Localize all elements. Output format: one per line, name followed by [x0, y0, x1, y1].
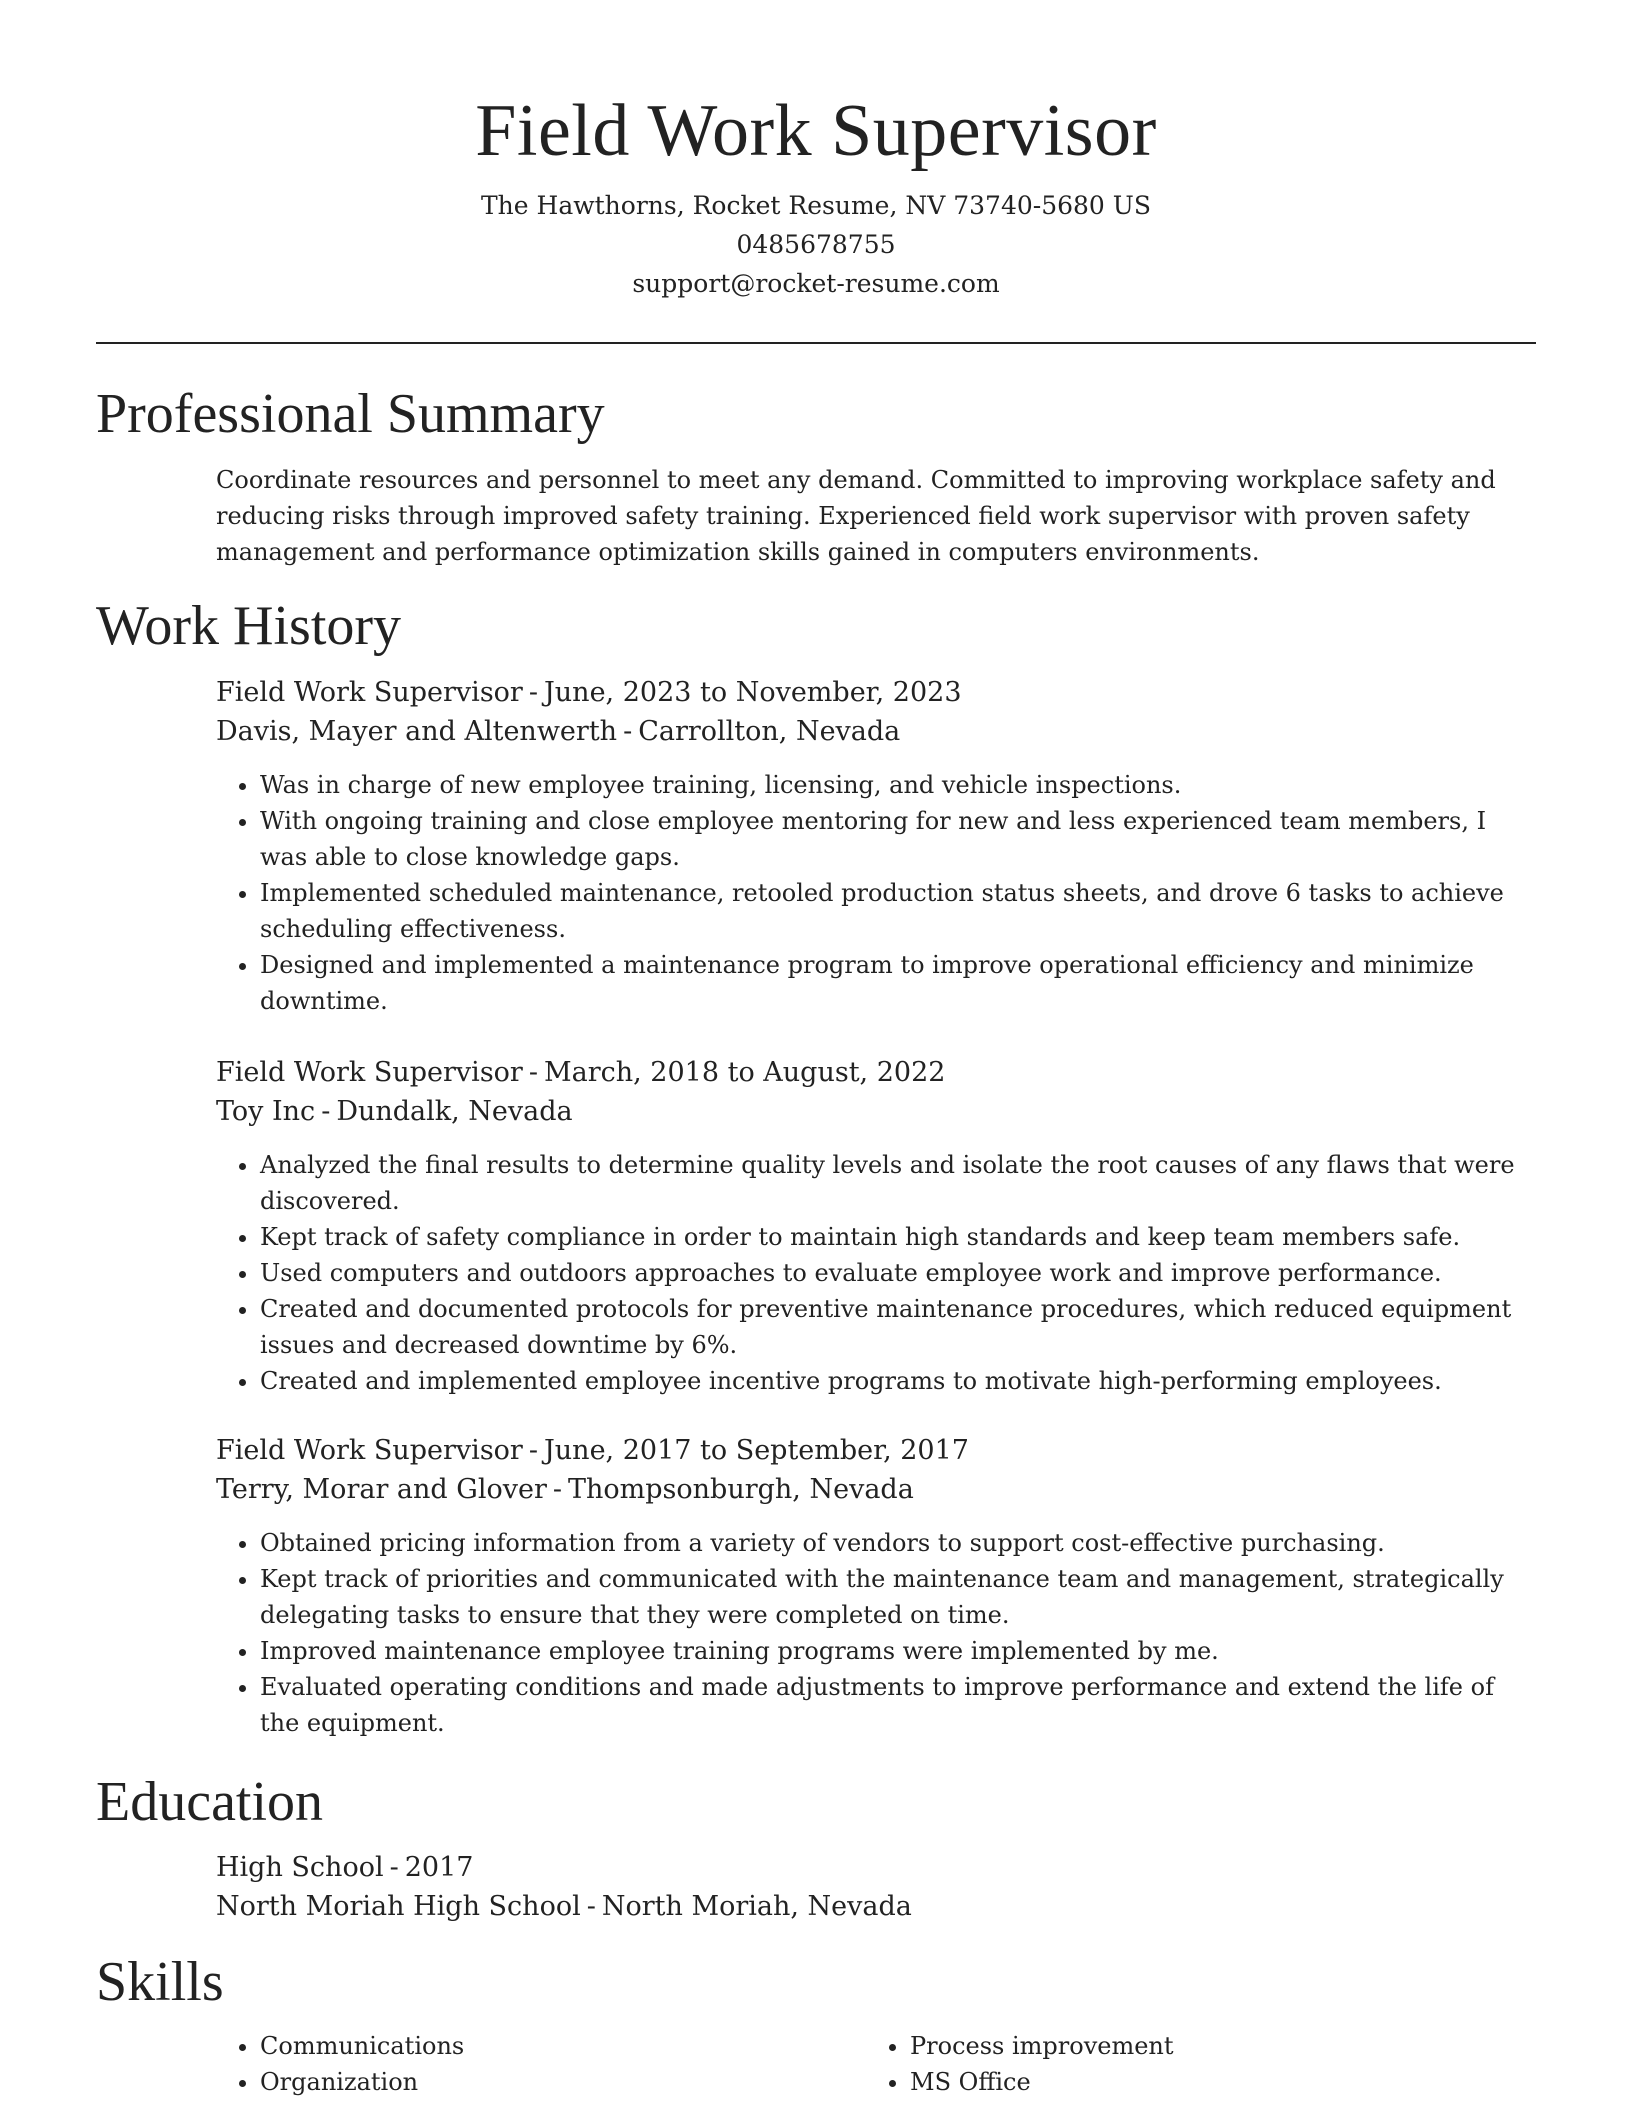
job-company-line: Toy Inc - Dundalk, Nevada — [216, 1096, 573, 1127]
job-location: Carrollton, Nevada — [638, 716, 901, 747]
job-entry — [216, 673, 1536, 1019]
job-company-line: Terry, Morar and Glover - Thompsonburgh, Nevada — [216, 1474, 914, 1505]
job-company: Toy Inc — [216, 1096, 316, 1127]
education-degree-line: High School - 2017 — [216, 1852, 474, 1883]
resume-header — [0, 0, 1632, 303]
job-bullets — [216, 767, 1536, 1019]
job-role: Field Work Supervisor — [216, 1057, 523, 1088]
list-item: • Improved maintenance employee training programs were implemented by me. — [260, 1633, 1536, 1669]
job-role: Field Work Supervisor — [216, 677, 523, 708]
job-bullets — [216, 1525, 1536, 1741]
job-entry — [216, 1053, 1536, 1399]
skills-list-left — [216, 2028, 464, 2100]
work-history-heading: Work History — [96, 595, 402, 657]
list-item: • Kept track of priorities and communicated with the maintenance team and management, strategically delegating tasks to ensure that they were completed on time. — [260, 1561, 1536, 1633]
education-school: North Moriah High School — [216, 1891, 581, 1922]
job-company-line: Davis, Mayer and Altenwerth - Carrollton, Nevada — [216, 716, 901, 747]
job-location: Dundalk, Nevada — [336, 1096, 573, 1127]
job-title-line: Field Work Supervisor - March, 2018 to August, 2022 — [216, 1057, 946, 1088]
job-location: Thompsonburgh, Nevada — [568, 1474, 914, 1505]
list-item: • With ongoing training and close employee mentoring for new and less experienced team members, I was able to close knowledge gaps. — [260, 803, 1536, 875]
skill-item: • MS Office — [910, 2064, 1174, 2100]
skills-column-left — [216, 2028, 464, 2100]
education-school-line: North Moriah High School - North Moriah, Nevada — [216, 1891, 912, 1922]
job-role: Field Work Supervisor — [216, 1435, 523, 1466]
skills-list-right — [866, 2028, 1174, 2100]
job-entry — [216, 1431, 1536, 1741]
summary-section — [216, 462, 1536, 570]
list-item: • Designed and implemented a maintenance program to improve operational efficiency and minimize downtime. — [260, 947, 1536, 1019]
education-location: North Moriah, Nevada — [601, 1891, 912, 1922]
list-item: • Created and documented protocols for preventive maintenance procedures, which reduced equipment issues and decreased downtime by 6%. — [260, 1291, 1536, 1363]
list-item: • Evaluated operating conditions and made adjustments to improve performance and extend the life of the equipment. — [260, 1669, 1536, 1741]
list-item: • Implemented scheduled maintenance, retooled production status sheets, and drove 6 tasks to achieve scheduling effectiveness. — [260, 875, 1536, 947]
list-item: • Kept track of safety compliance in order to maintain high standards and keep team members safe. — [260, 1219, 1536, 1255]
skills-column-right — [866, 2028, 1174, 2100]
job-dates: March, 2018 to August, 2022 — [543, 1057, 946, 1088]
summary-text: Coordinate resources and personnel to meet any demand. Committed to improving workplace safety and reducing risks through improved safety training. Experienced field work supervisor with proven safety management and performance optimization skills gained in computers environments. — [216, 466, 1496, 566]
job-bullets — [216, 1147, 1536, 1399]
job-company: Davis, Mayer and Altenwerth — [216, 716, 618, 747]
skill-item: • Communications — [260, 2028, 464, 2064]
education-heading: Education — [96, 1771, 324, 1833]
summary-heading: Professional Summary — [96, 383, 605, 445]
education-entry — [216, 1848, 1536, 1926]
header-divider — [96, 342, 1536, 344]
list-item: • Analyzed the final results to determine quality levels and isolate the root causes of any flaws that were discovered. — [260, 1147, 1536, 1219]
list-item: • Created and implemented employee incentive programs to motivate high-performing employees. — [260, 1363, 1536, 1399]
address: The Hawthorns, Rocket Resume, NV 73740-5680 US — [481, 191, 1151, 220]
job-company: Terry, Morar and Glover — [216, 1474, 547, 1505]
skill-item: • Organization — [260, 2064, 464, 2100]
list-item: • Was in charge of new employee training, licensing, and vehicle inspections. — [260, 767, 1536, 803]
job-dates: June, 2017 to September, 2017 — [543, 1435, 969, 1466]
education-degree: High School — [216, 1852, 384, 1883]
list-item: • Obtained pricing information from a variety of vendors to support cost-effective purchasing. — [260, 1525, 1536, 1561]
candidate-name: Field Work Supervisor — [475, 90, 1157, 172]
skills-heading: Skills — [96, 1951, 224, 2013]
email: support@rocket-resume.com — [632, 269, 1000, 298]
skills-section — [216, 2028, 1536, 2108]
phone: 0485678755 — [736, 230, 896, 259]
education-year: 2017 — [404, 1852, 474, 1883]
job-title-line: Field Work Supervisor - June, 2023 to November, 2023 — [216, 677, 962, 708]
skill-item: • Process improvement — [910, 2028, 1174, 2064]
job-dates: June, 2023 to November, 2023 — [543, 677, 962, 708]
job-title-line: Field Work Supervisor - June, 2017 to September, 2017 — [216, 1435, 969, 1466]
list-item: • Used computers and outdoors approaches to evaluate employee work and improve performance. — [260, 1255, 1536, 1291]
